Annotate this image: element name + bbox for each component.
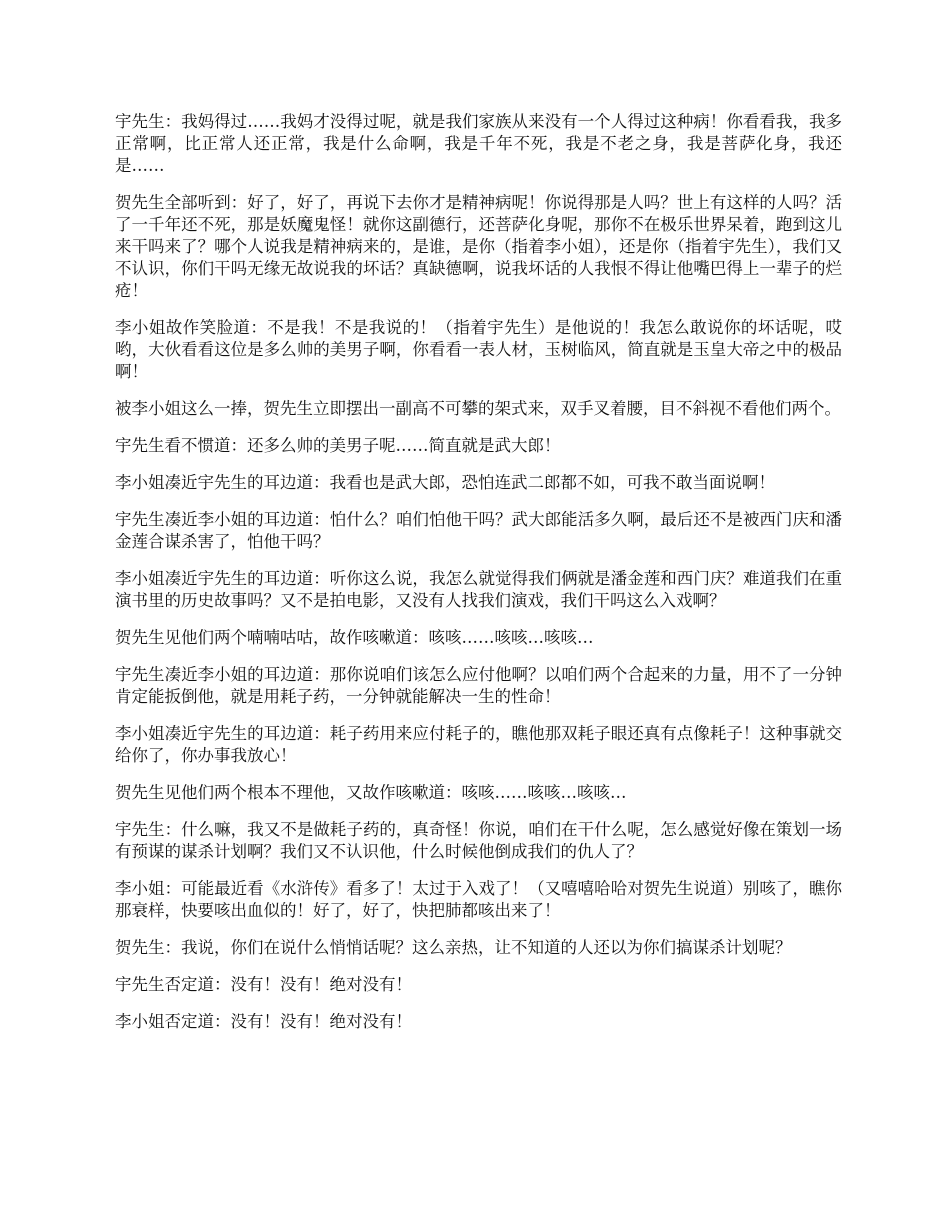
document-page xyxy=(115,111,842,1048)
paragraph: 李小姐凑近宇先生的耳边道：我看也是武大郎，恐怕连武二郎都不如，可我不敢当面说啊！ xyxy=(115,473,775,492)
paragraph: 被李小姐这么一捧，贺先生立即摆出一副高不可攀的架式来，双手叉着腰，目不斜视不看他们两个。 xyxy=(115,399,841,418)
paragraph: 宇先生凑近李小姐的耳边道：怕什么？咱们怕他干吗？武大郎能活多久啊，最后还不是被西门庆和潘金莲合谋杀害了，怕他干吗？ xyxy=(115,510,842,551)
paragraph: 贺先生见他们两个喃喃咕咕，故作咳嗽道：咳咳……咳咳…咳咳… xyxy=(115,628,594,647)
paragraph: 李小姐故作笑脸道：不是我！不是我说的！（指着宇先生）是他说的！我怎么敢说你的坏话呢，哎哟，大伙看看这位是多么帅的美男子啊，你看看一表人材，玉树临风，简直就是玉皇大帝之中的极品啊！ xyxy=(115,318,842,381)
paragraph: 宇先生看不惯道：还多么帅的美男子呢……简直就是武大郎！ xyxy=(115,436,561,455)
paragraph: 贺先生全部听到：好了，好了，再说下去你才是精神病呢！你说得那是人吗？世上有这样的人吗？活了一千年还不死，那是妖魔鬼怪！就你这副德行，还菩萨化身呢，那你不在极乐世界呆着，跑到这儿来干吗来了？哪个人说我是精神病来的，是谁，是你（指着李小姐），还是你（指着宇先生），我们又不认识，你们干吗无缘无故说我的坏话？真缺德啊，说我坏话的人我恨不得让他嘴巴得上一辈子的烂疮！ xyxy=(115,193,842,300)
paragraph: 贺先生见他们两个根本不理他，又故作咳嗽道：咳咳……咳咳…咳咳… xyxy=(115,783,627,802)
paragraph: 李小姐凑近宇先生的耳边道：听你这么说，我怎么就觉得我们俩就是潘金莲和西门庆？难道我们在重演书里的历史故事吗？又不是拍电影，又没有人找我们演戏，我们干吗这么入戏啊？ xyxy=(115,569,842,610)
paragraph: 宇先生：什么嘛，我又不是做耗子药的，真奇怪！你说，咱们在干什么呢，怎么感觉好像在策划一场有预谋的谋杀计划啊？我们又不认识他，什么时候他倒成我们的仇人了？ xyxy=(115,820,842,861)
paragraph: 宇先生凑近李小姐的耳边道：那你说咱们该怎么应付他啊？以咱们两个合起来的力量，用不了一分钟肯定能扳倒他，就是用耗子药，一分钟就能解决一生的性命！ xyxy=(115,665,842,706)
paragraph: 李小姐凑近宇先生的耳边道：耗子药用来应付耗子的，瞧他那双耗子眼还真有点像耗子！这种事就交给你了，你办事我放心！ xyxy=(115,724,842,765)
paragraph: 贺先生：我说，你们在说什么悄悄话呢？这么亲热，让不知道的人还以为你们搞谋杀计划呢？ xyxy=(115,938,792,957)
paragraph: 李小姐否定道：没有！没有！绝对没有！ xyxy=(115,1012,412,1031)
paragraph: 宇先生：我妈得过……我妈才没得过呢，就是我们家族从来没有一个人得过这种病！你看看我，我多正常啊，比正常人还正常，我是什么命啊，我是千年不死，我是不老之身，我是菩萨化身，我还是…… xyxy=(115,112,842,175)
paragraph: 宇先生否定道：没有！没有！绝对没有！ xyxy=(115,975,412,994)
paragraph: 李小姐：可能最近看《水浒传》看多了！太过于入戏了！（又嘻嘻哈哈对贺先生说道）别咳了，瞧你那衰样，快要咳出血似的！好了，好了，快把肺都咳出来了！ xyxy=(115,879,842,920)
